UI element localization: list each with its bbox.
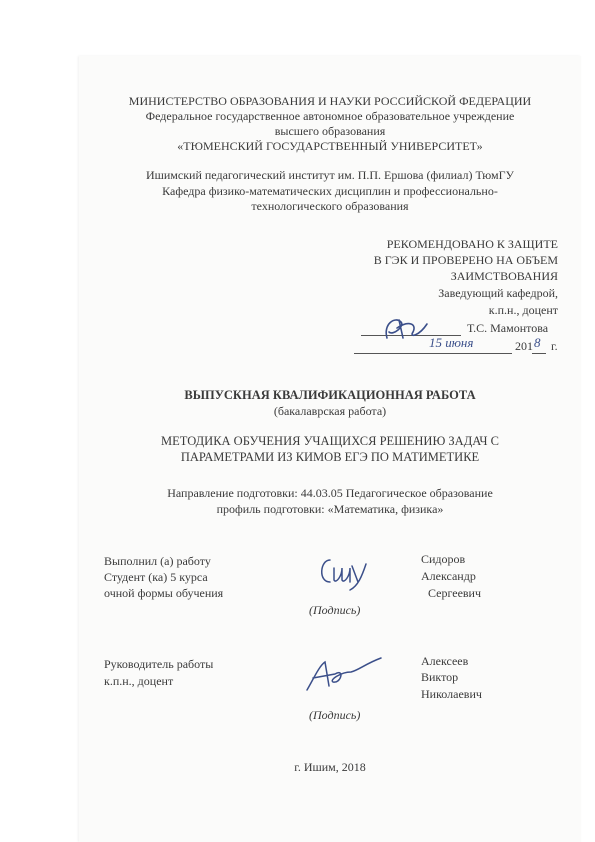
student-role-line-2: Студент (ка) 5 курса (104, 570, 208, 584)
approval-line-3: ЗАИМСТВОВАНИЯ (450, 269, 558, 283)
department-line-1: Кафедра физико-математических дисциплин и профессионально- (162, 184, 498, 198)
student-patronymic: Сергеевич (428, 586, 482, 600)
university-name: «ТЮМЕНСКИЙ ГОСУДАРСТВЕННЫЙ УНИВЕРСИТЕТ» (177, 139, 483, 153)
student-signature-caption: (Подпись) (309, 603, 361, 617)
head-name: Т.С. Мамонтова (467, 321, 549, 335)
institution-line-2: высшего образования (274, 124, 386, 138)
date-handwritten: 15 июня (429, 335, 474, 350)
profile-line: профиль подготовки: «Математика, физика» (216, 502, 444, 516)
supervisor-name: Виктор (421, 670, 459, 684)
city-year: г. Ишим, 2018 (294, 760, 366, 774)
department-line-2: технологического образования (251, 199, 409, 213)
supervisor-signature-caption: (Подпись) (309, 708, 361, 722)
institute-line: Ишимский педагогический институт им. П.П. Ершова (филиал) ТюмГУ (145, 168, 515, 182)
year-suffix: г. (551, 339, 558, 353)
student-role-line-3: очной формы обучения (104, 586, 224, 600)
date-line (354, 353, 512, 354)
student-name: Александр (421, 569, 476, 583)
student-surname: Сидоров (421, 552, 466, 566)
student-signature (314, 552, 374, 592)
supervisor-role-line-2: к.п.н., доцент (104, 674, 174, 688)
year-digit-line (532, 353, 546, 354)
year-prefix: 201 (515, 339, 533, 353)
work-title-line-2: ПАРАМЕТРАМИ ИЗ КИМОВ ЕГЭ ПО МАТИМЕТИКЕ (180, 450, 480, 464)
approval-line-2: В ГЭК И ПРОВЕРЕНО НА ОБЪЕМ (373, 253, 558, 267)
approval-line-1: РЕКОМЕНДОВАНО К ЗАЩИТЕ (386, 237, 558, 251)
supervisor-role-line-1: Руководитель работы (104, 657, 214, 671)
ministry-line: МИНИСТЕРСТВО ОБРАЗОВАНИЯ И НАУКИ РОССИЙСКОЙ ФЕДЕРАЦИИ (128, 94, 532, 108)
direction-line: Направление подготовки: 44.03.05 Педагогическое образование (167, 486, 493, 500)
year-handwritten-digit: 8 (534, 335, 541, 350)
work-type: ВЫПУСКНАЯ КВАЛИФИКАЦИОННАЯ РАБОТА (184, 388, 476, 402)
work-title-line-1: МЕТОДИКА ОБУЧЕНИЯ УЧАЩИХСЯ РЕШЕНИЮ ЗАДАЧ С (161, 434, 499, 448)
institution-line-1: Федеральное государственное автономное образовательное учреждение (145, 109, 515, 123)
document-page (79, 56, 581, 842)
work-subtype: (бакалаврская работа) (273, 404, 387, 418)
student-role-line-1: Выполнил (а) работу (104, 554, 211, 568)
head-position: Заведующий кафедрой, (438, 286, 558, 300)
head-degree: к.п.н., доцент (488, 303, 558, 317)
supervisor-patronymic: Николаевич (421, 687, 482, 701)
supervisor-signature (301, 654, 387, 696)
supervisor-surname: Алексеев (421, 654, 469, 668)
